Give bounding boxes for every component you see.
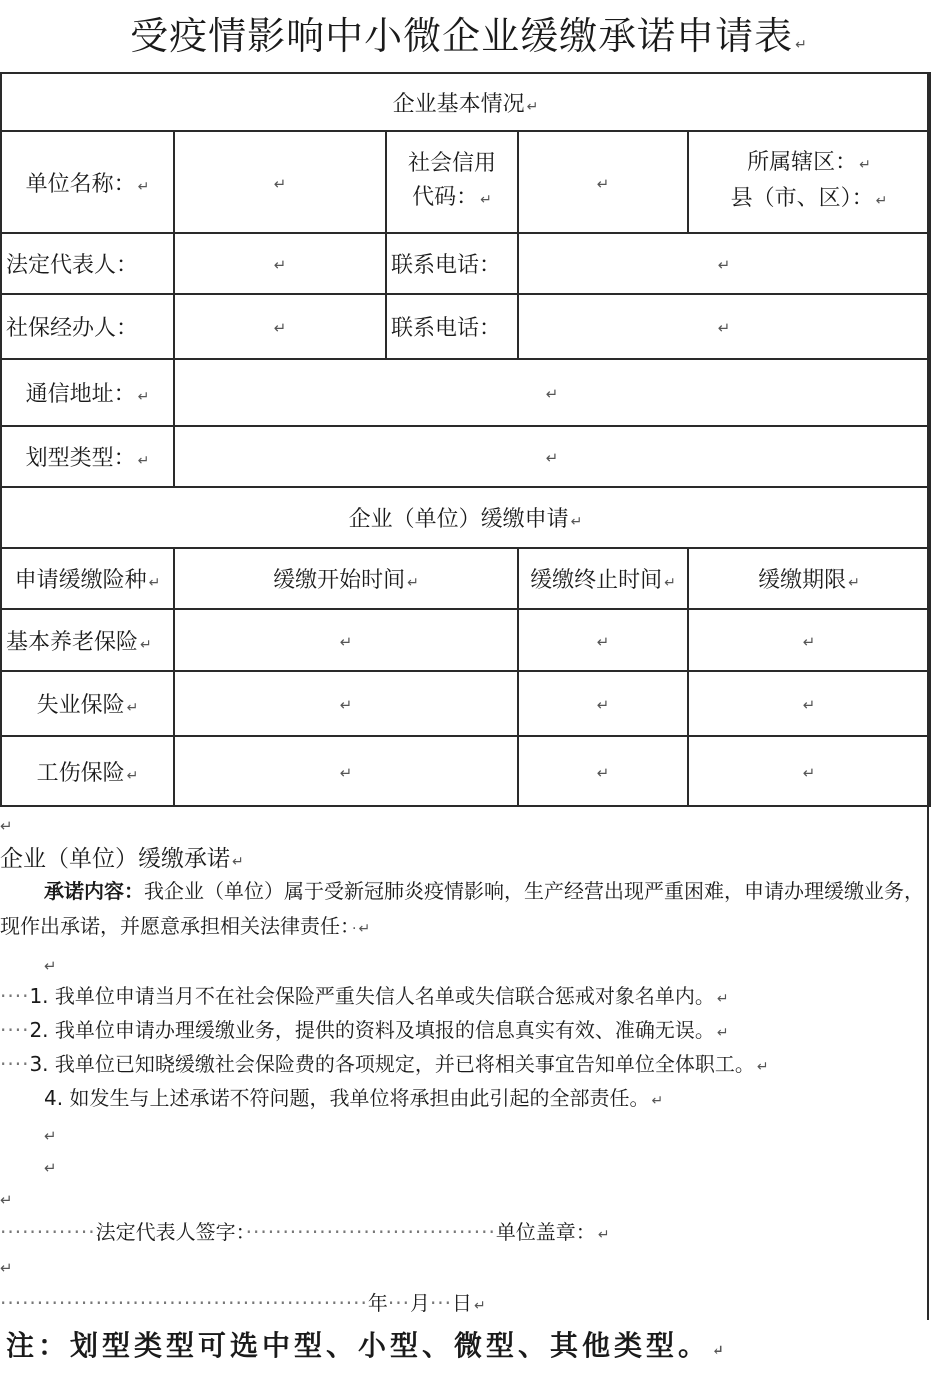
blank-line: ↵ — [0, 1191, 13, 1209]
field-pension-period[interactable]: ↵ — [688, 609, 930, 671]
pledge-item-4: 4. 如发生与上述承诺不符问题，我单位将承担由此引起的全部责任。 ↵ — [44, 1086, 664, 1110]
pledge-item-1: ····1. 我单位申请当月不在社会保险严重失信人名单或失信联合惩戒对象名单内。 ↵ — [0, 984, 729, 1008]
field-pension-end[interactable]: ↵ — [518, 609, 688, 671]
field-pension-start[interactable]: ↵ — [174, 609, 518, 671]
field-legal-rep[interactable]: ↵ — [174, 233, 386, 294]
label-district: 所属辖区： ↵ 县（市、区）： ↵ — [688, 131, 930, 233]
field-injury-period[interactable]: ↵ — [688, 736, 930, 806]
field-legal-rep-phone[interactable]: ↵ — [518, 233, 930, 294]
label-address: 通信地址： ↵ — [1, 359, 174, 426]
field-agent-phone[interactable]: ↵ — [518, 294, 930, 359]
row-label-unemployment: 失业保险 ↵ — [1, 671, 174, 736]
col-header-period: 缓缴期限 ↵ — [688, 548, 930, 609]
col-header-start: 缓缴开始时间 ↵ — [174, 548, 518, 609]
field-unemployment-end[interactable]: ↵ — [518, 671, 688, 736]
field-injury-start[interactable]: ↵ — [174, 736, 518, 806]
pledge-heading: 企业（单位）缓缴承诺 ↵ — [0, 846, 244, 872]
pledge-item-3: ····3. 我单位已知晓缓缴社会保险费的各项规定，并已将相关事宜告知单位全体职工。 ↵ — [0, 1052, 769, 1076]
blank-line: ↵ — [0, 1259, 13, 1277]
table-row — [1, 736, 930, 806]
signature-row: ·············法定代表人签字：··································单位盖章： ↵ — [0, 1220, 610, 1244]
label-legal-rep: 法定代表人： — [1, 233, 174, 294]
label-type: 划型类型： ↵ — [1, 426, 174, 487]
table-row — [1, 671, 930, 736]
field-unit-name[interactable]: ↵ — [174, 131, 386, 233]
label-social-agent: 社保经办人： — [1, 294, 174, 359]
field-social-agent[interactable]: ↵ — [174, 294, 386, 359]
blank-line: ↵ — [44, 1159, 57, 1177]
blank-line: ↵ — [0, 817, 13, 835]
col-header-type: 申请缓缴险种 ↵ — [1, 548, 174, 609]
blank-line: ↵ — [44, 957, 57, 975]
label-agent-phone: 联系电话： — [386, 294, 518, 359]
field-unemployment-start[interactable]: ↵ — [174, 671, 518, 736]
field-type[interactable]: ↵ — [174, 426, 930, 487]
field-credit-code[interactable]: ↵ — [518, 131, 688, 233]
label-credit-code: 社会信用 代码： ↵ — [386, 131, 518, 233]
pledge-intro: 承诺内容：我企业（单位）属于受新冠肺炎疫情影响，生产经营出现严重困难，申请办理缓缴业务，现作出承诺，并愿意承担相关法律责任： · ↵ — [0, 879, 924, 938]
seal-label: 单位盖章： — [495, 1220, 596, 1244]
date-row: ··················································年···月···日 ↵ — [0, 1291, 486, 1315]
field-injury-end[interactable]: ↵ — [518, 736, 688, 806]
section-header-basic: 企业基本情况 ↵ — [1, 73, 930, 131]
table-row — [1, 609, 930, 671]
field-unemployment-period[interactable]: ↵ — [688, 671, 930, 736]
col-header-end: 缓缴终止时间 ↵ — [518, 548, 688, 609]
application-table — [0, 72, 931, 807]
sign-label: 法定代表人签字： — [95, 1220, 246, 1244]
field-address[interactable]: ↵ — [174, 359, 930, 426]
row-label-pension: 基本养老保险 ↵ — [1, 609, 174, 671]
footnote: 注：划型类型可选中型、小型、微型、其他类型。 ↵ — [6, 1329, 728, 1362]
label-unit-name: 单位名称： ↵ — [1, 131, 174, 233]
blank-line: ↵ — [44, 1127, 57, 1145]
pledge-item-2: ····2. 我单位申请办理缓缴业务，提供的资料及填报的信息真实有效、准确无误。 ↵ — [0, 1018, 729, 1042]
row-label-injury: 工伤保险 ↵ — [1, 736, 174, 806]
section-header-apply: 企业（单位）缓缴申请 ↵ — [1, 487, 930, 548]
label-legal-rep-phone: 联系电话： — [386, 233, 518, 294]
form-title: 受疫情影响中小微企业缓缴承诺申请表 ↵ — [130, 14, 808, 58]
